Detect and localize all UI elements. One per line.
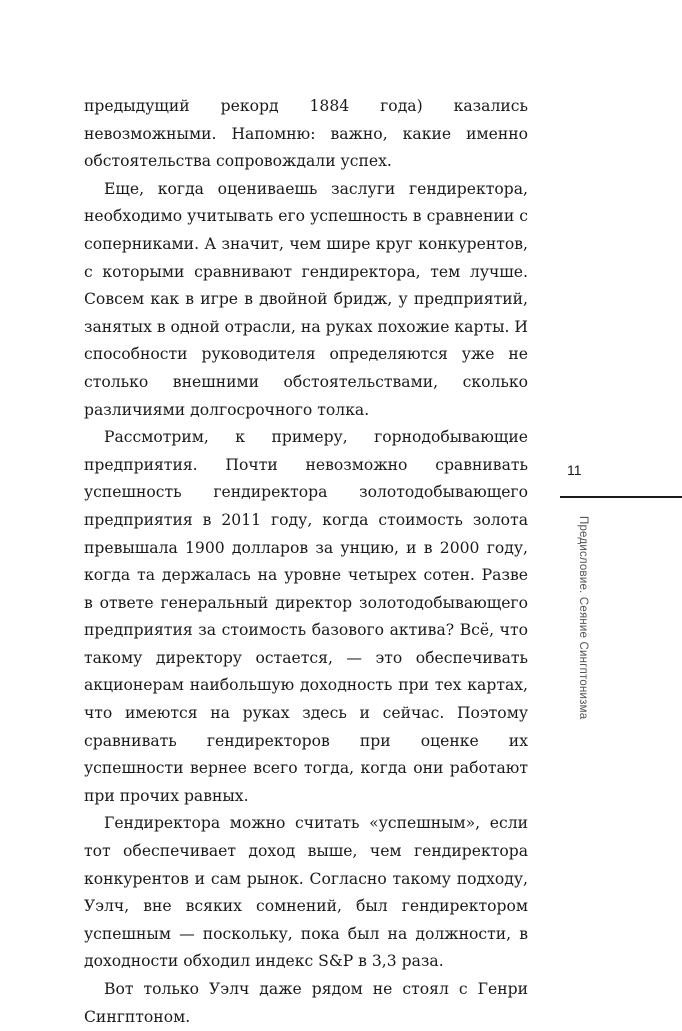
running-head: Предисловие. Сеяние Сингптонизма xyxy=(577,516,589,720)
body-text xyxy=(84,93,528,1031)
paragraph-1: предыдущий рекорд 1884 года) казались невозможными. Напомню: важно, какие именно обстоятельства сопровождали успех. xyxy=(84,97,528,171)
paragraph-4: Гендиректора можно считать «успешным», если тот обеспечивает доход выше, чем гендиректора конкурентов и сам рынок. Согласно такому подходу, Уэлч, вне всяких сомнений, был гендиректором успешным — поскольку, пока был на должности, в доходности обходил индекс S&P в 3,3 раза. xyxy=(84,814,528,971)
margin-divider xyxy=(560,496,682,498)
paragraph-5: Вот только Уэлч даже рядом не стоял с Генри Сингптоном. xyxy=(84,980,528,1026)
paragraph-2: Еще, когда оцениваешь заслуги гендиректора, необходимо учитывать его успешность в сравнении с соперниками. А значит, чем шире круг конкурентов, с которыми сравнивают гендиректора, тем лучше. Совсем как в игре в двойной бридж, у предприятий, занятых в одной отрасли, на руках похожие карты. И способности руководителя определяются уже не столько внешними обстоятельствами, сколько различиями долгосрочного толка. xyxy=(84,179,528,419)
page-number: 11 xyxy=(567,462,582,478)
paragraph-3: Рассмотрим, к примеру, горнодобывающие предприятия. Почти невозможно сравнивать успешность гендиректора золотодобывающего предприятия в 2011 году, когда стоимость золота превышала 1900 долларов за унцию, и в 2000 году, когда та держалась на уровне четырех сотен. Разве в ответе генеральный директор золотодобывающего предприятия за стоимость базового актива? Всё, что такому директору остается, — это обеспечивать акционерам наибольшую доходность при тех картах, что имеются на руках здесь и сейчас. Поэтому сравнивать гендиректоров при оценке их успешности вернее всего тогда, когда они работают при прочих равных. xyxy=(84,428,528,805)
